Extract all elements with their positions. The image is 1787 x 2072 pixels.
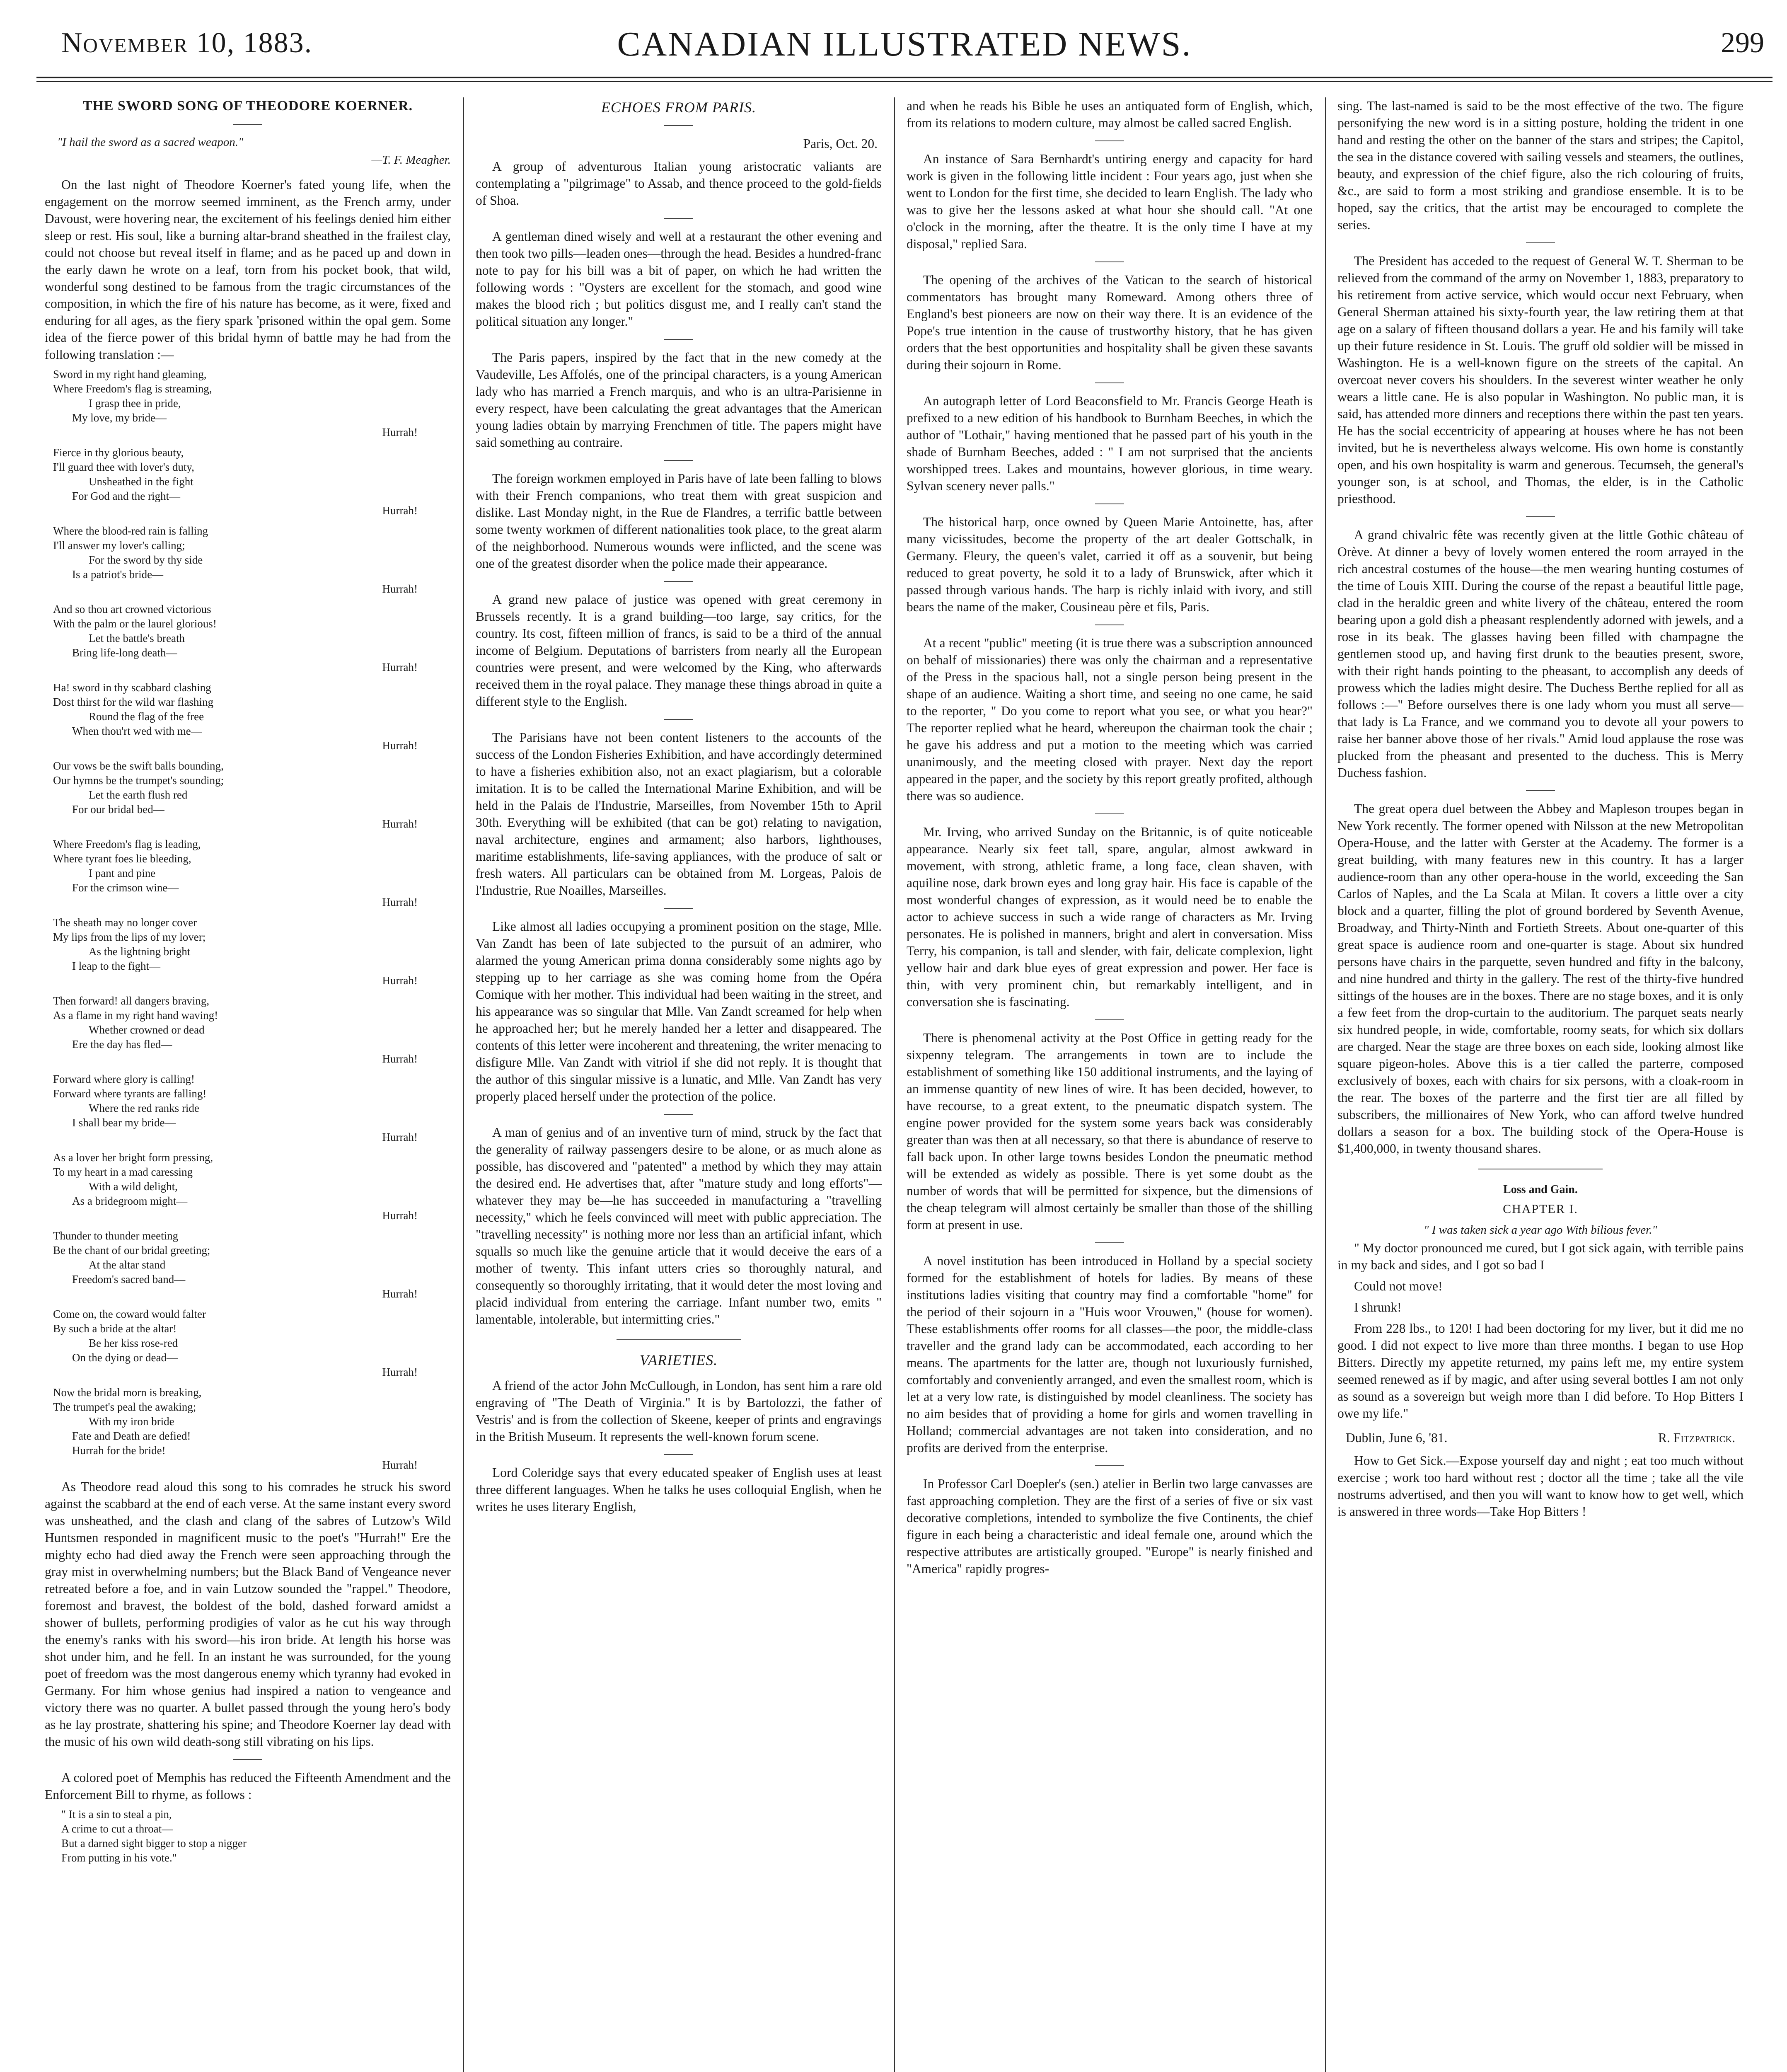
poem-line: I'll guard thee with lover's duty, bbox=[53, 461, 194, 473]
poem-line: Hurrah for the bride! bbox=[72, 1444, 166, 1457]
poem-refrain: Hurrah! bbox=[382, 426, 418, 438]
poem-line: Then forward! all dangers braving, bbox=[53, 995, 210, 1007]
poem-refrain: Hurrah! bbox=[382, 1131, 418, 1143]
separator bbox=[1526, 516, 1555, 517]
news-item: A group of adventurous Italian young aristocratic valiants are contemplating a "pilgrimage" to Assab, and thence proceed to the gold-fields of Shoa. bbox=[476, 159, 882, 208]
poem-line: Come on, the coward would falter bbox=[53, 1308, 206, 1320]
column-divider bbox=[894, 97, 895, 2072]
poem-line: Sword in my right hand gleaming, bbox=[53, 368, 207, 380]
poem-line: For the crimson wine— bbox=[72, 881, 179, 894]
verse-line: From putting in his vote." bbox=[61, 1852, 177, 1864]
poem-line: Be her kiss rose-red bbox=[89, 1337, 178, 1349]
separator bbox=[664, 339, 693, 340]
poem-stanza bbox=[53, 367, 451, 440]
column-3 bbox=[907, 97, 1313, 2072]
poem-line: Where tyrant foes lie bleeding, bbox=[53, 852, 191, 865]
poem-stanza bbox=[53, 1150, 451, 1223]
news-item: In Professor Carl Doepler's (sen.) atelier in Berlin two large canvasses are fast approaching completion. They are the first of a series of five or six vast decorative completions, intended to symbolize the five Continents, the chief figure in each being a characteristic and ideal female one, around which the respective attributes are artistically grouped. "Europe" is nearly finished and "America" rapidly progres- bbox=[907, 1477, 1313, 1576]
advertisement-epigraph: " I was taken sick a year ago With bilious fever." bbox=[1424, 1223, 1657, 1237]
separator bbox=[664, 581, 693, 582]
issue-date: November 10, 1883. bbox=[61, 27, 313, 59]
poem-line: Whether crowned or dead bbox=[89, 1024, 205, 1036]
poem-line: To my heart in a mad caressing bbox=[53, 1166, 193, 1178]
poem-line: Where Freedom's flag is leading, bbox=[53, 838, 201, 850]
news-item: A gentleman dined wisely and well at a restaurant the other evening and then took two pills—leaden ones—through the head. Besides a hundred-franc note to pay for his bill was a bit of paper, on which he had written the following words : "Oysters are excellent for the stomach, and good wine makes the blood rich ; but politics disgust me, and I really can't stand the political situation any longer." bbox=[476, 229, 882, 329]
poem-stanza bbox=[53, 1229, 451, 1301]
poem-line: By such a bride at the altar! bbox=[53, 1322, 177, 1335]
separator bbox=[233, 124, 262, 125]
poem-line: For our bridal bed— bbox=[72, 803, 164, 816]
verse-line: But a darned sight bigger to stop a nigger bbox=[61, 1837, 247, 1849]
separator bbox=[1095, 382, 1124, 383]
separator bbox=[1526, 790, 1555, 791]
separator bbox=[664, 460, 693, 461]
masthead bbox=[36, 17, 1772, 70]
poem-line: With a wild delight, bbox=[89, 1180, 178, 1193]
poem-line: For the sword by thy side bbox=[89, 554, 203, 566]
poem-line: Ha! sword in thy scabbard clashing bbox=[53, 681, 211, 694]
poem-line: I shall bear my bride— bbox=[72, 1116, 176, 1129]
poem-line: As a flame in my right hand waving! bbox=[53, 1009, 218, 1021]
news-item: A grand chivalric fête was recently given at the little Gothic château of Orève. At dinner a bevy of lovely women entered the room arrayed in the rich ancestral costumes of the house—the men wearing hunting costumes of the time of Louis XIII. During the course of the repast a beautiful little page, clad in the heraldic green and white livery of the château, entered the room bearing upon a gold dish a pheasant resplendently adorned with jewels, and a rose in its beak. The glasses having been filled with champagne the gentlemen stood up, and having first drunk to the beauties present, swore, with their right hands pointing to the pheasant, to accomplish any deeds of prowess which the ladies might desire. The Duchess Berthe replied for all as follows :—" Before ourselves there is one lady whom you must all serve—that lady is La France, and we command you to devote all your powers to raise her banner above those of her rivals." Amid loud applause the rose was plucked from the pheasant and presented to the duchess. This is Merry Duchess fashion. bbox=[1337, 528, 1743, 780]
news-item: Lord Coleridge says that every educated speaker of English uses at least three different languages. When he talks he uses colloquial English, when he writes he uses literary English, bbox=[476, 1465, 882, 1514]
news-item: The President has acceded to the request of General W. T. Sherman to be relieved from the command of the army on November 1, 1883, preparatory to his retirement from active service, which would occur next February, when General Sherman attained his sixty-fourth year, the law retiring them at that age on a salary of fifteen thousand dollars a year. He and his family will take up their future residence in St. Louis. The gruff old soldier will be missed in Washington. He is a well-known figure on the streets of the capital. An overcoat never covers his shoulders. In the severest winter weather he only wears a little cane. He is also popular in Washington. No public man, it is said, has attended more dinners and receptions there within the past ten years. He has the social eccentricity of appearing at houses where he has not been invited, but he is nevertheless always welcome. His own home is constantly open, and his own hospitality is warm and generous. Tecumseh, the general's younger son, is at school, and Thomas, the elder, is in the Catholic priesthood. bbox=[1337, 254, 1743, 506]
poem-line: Now the bridal morn is breaking, bbox=[53, 1386, 202, 1399]
poem-line: I'll answer my lover's calling; bbox=[53, 539, 185, 552]
section-heading: ECHOES FROM PARIS. bbox=[601, 99, 757, 116]
poem bbox=[53, 367, 451, 1472]
advertisement-text: How to Get Sick.—Expose yourself day and night ; eat too much without exercise ; work too hard without rest ; doctor all the time ; take all the vile nostrums advertised, and then you will want to know how to get well, which is answered in three words—Take Hop Bitters ! bbox=[1337, 1453, 1743, 1519]
poem-refrain: Hurrah! bbox=[382, 1288, 418, 1300]
news-item: An instance of Sara Bernhardt's untiring energy and capacity for hard work is given in the following little incident : Four years ago, just when she went to London for the first time, she decided to learn English. The lady who was to give her the lessons asked at what hour she should call. "At one o'clock in the morning, after the theatre. It is the only time I have at my disposal," replied Sara. bbox=[907, 152, 1313, 251]
poem-line: Ere the day has fled— bbox=[72, 1038, 172, 1051]
separator bbox=[1095, 1019, 1124, 1020]
poem-line: Forward where glory is calling! bbox=[53, 1073, 195, 1085]
article-paragraph: On the last night of Theodore Koerner's fated young life, when the engagement on the morrow seemed imminent, as the French army, under Davoust, were hovering near, the excitement of his feelings denied him either sleep or rest. His soul, like a burning altar-brand sheathed in the frailest clay, could not choose but reveal itself in flame; and as he paced up and down in the early dawn he wrote on a leaf, torn from his pocket book, that wild, wonderful song destined to be famous from the tragic circumstances of the composition, in which the fire of his nature has become, as it were, fixed and enduring for all ages, as the fiery spark 'prisoned within the opal gem. Some idea of the fierce power of this bridal hymn of battle may he had from the following translation :— bbox=[45, 177, 451, 362]
separator bbox=[664, 1114, 693, 1115]
poem-stanza bbox=[53, 994, 451, 1066]
separator bbox=[1095, 1242, 1124, 1243]
newspaper-title: CANADIAN ILLUSTRATED NEWS. bbox=[617, 25, 1192, 63]
separator bbox=[1095, 503, 1124, 504]
poem-stanza bbox=[53, 837, 451, 910]
poem-line: Freedom's sacred band— bbox=[72, 1273, 186, 1285]
poem-line: With my iron bride bbox=[89, 1415, 174, 1428]
news-item: A grand new palace of justice was opened with great ceremony in Brussels recently. It is a grand building—too large, say critics, for the country. Its cost, fifteen million of francs, is said to be a third of the annual income of Belgium. Deputations of barristers from nearly all the European countries were present, and were welcomed by the King, who afterwards received them in the royal palace. They manage these things abroad in quite a different style to the English. bbox=[476, 592, 882, 709]
poem-stanza bbox=[53, 445, 451, 518]
news-item: The historical harp, once owned by Queen Marie Antoinette, has, after many vicissitudes, become the property of the art dealer Gottschalk, in Germany. Fleury, the queen's valet, carried it off as a souvenir, but being reduced to great poverty, he sold it to a lady of Brunswick, after which it passed through various hands. The harp is richly inlaid with ivory, and still bears the name of the maker, Cousineau père et fils, Paris. bbox=[907, 515, 1313, 614]
separator bbox=[664, 719, 693, 720]
page-number: 299 bbox=[1721, 27, 1764, 59]
column-divider bbox=[1325, 97, 1326, 2072]
section-heading: VARIETIES. bbox=[639, 1352, 718, 1368]
poem-line: I leap to the fight— bbox=[72, 960, 160, 972]
poem-refrain: Hurrah! bbox=[382, 1459, 418, 1471]
poem-line: Fate and Death are defied! bbox=[72, 1430, 191, 1442]
separator bbox=[1095, 1465, 1124, 1466]
poem-refrain: Hurrah! bbox=[382, 896, 418, 908]
poem-line: Thunder to thunder meeting bbox=[53, 1230, 179, 1242]
poem-line: Round the flag of the free bbox=[89, 710, 204, 723]
column-2 bbox=[476, 97, 882, 2072]
news-item: A man of genius and of an inventive turn of mind, struck by the fact that the generality of railway passengers desire to be alone, or as much alone as possible, has discovered and "patented" a method by which they may attain the desired end. He advertises that, after "mature study and long efforts"—whatever they may be—he has succeeded in manufacturing a "travelling necessity," which he feels convinced will meet with public appreciation. The "travelling necessity" is nothing more nor less than an artificial infant, which squalls so much like the genuine article that it would deceive the ears of a mother of twenty. This infant utters cries so thoroughly natural, and consequently so thoroughly irritating, that it would deter the most loving and placid individual from entering the carriage. Infant number two, emits " lamentable, intolerable, but intermitting cries." bbox=[476, 1125, 882, 1326]
poem-refrain: Hurrah! bbox=[382, 1209, 418, 1222]
poem-line: I grasp thee in pride, bbox=[89, 397, 181, 409]
poem-line: Let the battle's breath bbox=[89, 632, 185, 644]
column-1 bbox=[45, 97, 451, 2072]
poem-line: Bring life-long death— bbox=[72, 646, 177, 659]
advertisement-text: Could not move! bbox=[1354, 1279, 1443, 1293]
advertisement-text: From 228 lbs., to 120! I had been doctoring for my liver, but it did me no good. I did not expect to live more than three months. I began to use Hop Bitters. Directly my appetite returned, my pains left me, my entire system seemed renewed as if by magic, and after using several bottles I am not only as sound as a sovereign but weigh more than I did before. To Hop Bitters I owe my life." bbox=[1337, 1321, 1743, 1421]
poem-refrain: Hurrah! bbox=[382, 974, 418, 987]
poem-line: Let the earth flush red bbox=[89, 789, 188, 801]
advertisement-text: " My doctor pronounced me cured, but I got sick again, with terrible pains in my back and sides, and I got so bad I bbox=[1337, 1241, 1743, 1272]
article-paragraph: A colored poet of Memphis has reduced the Fifteenth Amendment and the Enforcement Bill to rhyme, as follows : bbox=[45, 1770, 451, 1802]
column-4 bbox=[1337, 97, 1743, 2072]
separator bbox=[1526, 242, 1555, 243]
news-item: and when he reads his Bible he uses an antiquated form of English, which, from its relations to modern culture, may almost be called sacred English. bbox=[907, 99, 1313, 130]
poem-line: As a bridegroom might— bbox=[72, 1195, 188, 1207]
poem-line: Where Freedom's flag is streaming, bbox=[53, 382, 212, 395]
poem-line: As the lightning bright bbox=[89, 945, 191, 958]
separator bbox=[617, 1339, 741, 1340]
poem-stanza bbox=[53, 915, 451, 988]
poem-line: Where the blood-red rain is falling bbox=[53, 525, 208, 537]
news-item: The Paris papers, inspired by the fact that in the new comedy at the Vaudeville, Les Affolés, one of the principal characters, is a young American lady who has married a French marquis, and who is an ultra-Parisienne in every respect, have been calculating the great advantages that the American young ladies obtain by marrying Frenchmen of title. The papers might have said something au contraire. bbox=[476, 350, 882, 450]
separator bbox=[664, 1454, 693, 1455]
news-item: A friend of the actor John McCullough, in London, has sent him a rare old engraving of "The Death of Virginia." It is by Bartolozzi, the father of Vestris' and is from the collection of Skeene, keeper of prints and engravings in the British Museum. It represents the well-known forum scene. bbox=[476, 1378, 882, 1444]
poem-stanza bbox=[53, 680, 451, 753]
poem-stanza bbox=[53, 759, 451, 831]
poem-line: Fierce in thy glorious beauty, bbox=[53, 446, 184, 459]
poem-line: When thou'rt wed with me— bbox=[72, 725, 202, 737]
column-divider bbox=[463, 97, 464, 2072]
advertisement-chapter: CHAPTER I. bbox=[1503, 1202, 1578, 1216]
news-item: At a recent "public" meeting (it is true there was a subscription announced on behalf of missionaries) there was only the chairman and a representative of the Press in the spacious hall, not a single person being present in the shape of an audience. Waiting a short time, and seeing no one came, he said to the reporter, " Do you come to report what you see, or what you hear?" The reporter replied what he heard, whereupon the chairman took the chair ; he gave his address and put a motion to the meeting which was carried unanimously, and the meeting closed with prayer. Next day the report appeared in the paper, and the society by this report greatly profited, although there was so audience. bbox=[907, 636, 1313, 803]
poem-line: With the palm or the laurel glorious! bbox=[53, 617, 217, 630]
poem-stanza bbox=[53, 602, 451, 675]
article-paragraph: As Theodore read aloud this song to his comrades he struck his sword against the scabbard at the end of each verse. At the same instant every sword was unsheathed, and the clash and clang of the sabres of Lutzow's Wild Huntsmen responded in magnificent music to the poet's "Hurrah!" Ere the mighty echo had died away the French were seen approaching through the gray mist in overwhelming numbers; but the Black Band of Vengeance never retreated before a foe, and in vain Lutzow sounded the "rappel." Theodore, foremost and bravest, the boldest of the bold, dashed forward amidst a shower of bullets, performing prodigies of valor as he cut his way through the enemy's ranks with his sword—his iron bride. At length his horse was shot under him, and he fell. In an instant he was surrounded, for the young poet of freedom was the most dangerous enemy which tyranny had evoked in Germany. For him whose genius had inspired a nation to vengeance and victory there was no quarter. A bullet passed through the young hero's body as he lay prostrate, shattering his spine; and Theodore Koerner lay dead with the music of his own wild death-song still vibrating on his lips. bbox=[45, 1479, 451, 1749]
poem-refrain: Hurrah! bbox=[382, 739, 418, 752]
article-heading: THE SWORD SONG OF THEODORE KOERNER. bbox=[82, 98, 413, 114]
separator bbox=[233, 1759, 262, 1760]
epigraph: "I hail the sword as a sacred weapon." bbox=[57, 136, 244, 149]
poem-line: The sheath may no longer cover bbox=[53, 916, 197, 929]
poem-stanza bbox=[53, 1072, 451, 1145]
signoff-place: Dublin, June 6, '81. bbox=[1346, 1431, 1448, 1445]
poem-line: Forward where tyrants are falling! bbox=[53, 1087, 207, 1100]
poem-line: I pant and pine bbox=[89, 867, 156, 879]
poem-refrain: Hurrah! bbox=[382, 1366, 418, 1378]
masthead-rule-thin bbox=[36, 81, 1772, 82]
poem-line: My lips from the lips of my lover; bbox=[53, 931, 206, 943]
poem-refrain: Hurrah! bbox=[382, 818, 418, 830]
signoff-name: R. Fitzpatrick. bbox=[1658, 1431, 1735, 1445]
news-item: Mr. Irving, who arrived Sunday on the Britannic, is of quite noticeable appearance. Nearly six feet tall, spare, angular, almost awkward in movement, with strong, athletic frame, a long face, clean shaven, with aquiline nose, dark brown eyes and long gray hair. His face is capable of the most wonderful changes of expression, as it would need be to enable the actor to achieve success in such a wide range of characters as Mr. Irving personates. He is polished in manners, bright and alert in conversation. Miss Terry, his companion, is tall and slender, with fair, delicate complexion, light yellow hair and dark blue eyes of great expression and power. Her face is thin, with very prominent chin, but remarkably intelligent, and in conversation she is fascinating. bbox=[907, 825, 1313, 1009]
news-item: The foreign workmen employed in Paris have of late been falling to blows with their French companions, who treat them with great suspicion and dislike. Last Monday night, in the Rue de Flandres, a terrific battle between some twenty workmen of different nationalities took place, to the great alarm of the neighborhood. Numerous wounds were inflicted, and the scene was one of the greatest disorder when the police made their appearance. bbox=[476, 471, 882, 571]
poem-refrain: Hurrah! bbox=[382, 1053, 418, 1065]
news-item: The Parisians have not been content listeners to the accounts of the success of the London Fisheries Exhibition, and have accordingly determined to have a fisheries exhibition also, not an exact plagiarism, but a colorable imitation. It is to be called the International Marine Exhibition, and will be held in the Palais de l'Industrie, Marseilles, from November 15th to April 30th. Everything will be exhibited (that can be got) relating to navigation, naval architecture, engines and armament; also harbors, lighthouses, maritime establishments, life-saving appliances, with the produce of salt or fresh waters. All particulars can be obtained from M. Lorgeas, Palois de l'Industrie, Rue Noailles, Marseilles. bbox=[476, 730, 882, 898]
poem-stanza bbox=[53, 1385, 451, 1472]
poem-line: Dost thirst for the wild war flashing bbox=[53, 696, 213, 708]
separator bbox=[1095, 261, 1124, 262]
separator bbox=[1095, 813, 1124, 814]
verse-line: A crime to cut a throat— bbox=[61, 1823, 173, 1835]
news-item: The great opera duel between the Abbey and Mapleson troupes began in New York recently. The former opened with Nilsson at the new Metropolitan Opera-House, and the latter with Gerster at the Academy. The former is a great building, with many features new in this country. It has a larger audience-room than any other opera-house in the world, exceeding the San Carlos of Naples, and the La Scala at Milan. It covers a little over a city block and a quarter, filling the plot of ground bordered by Seventh Avenue, Broadway, and Thirty-Ninth and Fortieth Streets. About one-quarter of this great space is audience room and one-quarter is stage. About six hundred persons have chairs in the parquette, seven hundred and fifty in the balcony, and nine hundred and thirty in the gallery. The rest of the thirty-five hundred sittings of the houses are in the boxes. There are no stage boxes, and it is only a few feet from the drop-curtain to the auditorium. The parquet seats nearly six hundred people, in wide, comfortable, roomy seats, for which six dollars are charged. Near the stage are three boxes on each side, looking almost like square pigeon-holes. Above this is a tier called the parterre, composed exclusively of boxes, each with chairs for six persons, with a cloak-room in the rear. The boxes of the parterre and the first tier are all filled by subscribers, the millionaires of New York, who can afford twelve hundred dollars a season for a box. The building stock of the Opera-House is $1,400,000, in twenty thousand shares. bbox=[1337, 801, 1743, 1156]
poem-line: On the dying or dead— bbox=[72, 1351, 178, 1364]
dateline: Paris, Oct. 20. bbox=[803, 136, 878, 151]
poem-line: And so thou art crowned victorious bbox=[53, 603, 211, 615]
separator bbox=[664, 218, 693, 219]
poem-line: The trumpet's peal the awaking; bbox=[53, 1401, 196, 1413]
poem-line: Is a patriot's bride— bbox=[72, 568, 164, 581]
epigraph-attribution: —T. F. Meagher. bbox=[371, 153, 451, 167]
news-item: Like almost all ladies occupying a prominent position on the stage, Mlle. Van Zandt has been of late subjected to the pursuit of an admirer, who alarmed the young American prima donna considerably some nights ago by stepping up to her carriage as she was coming home from the Opéra Comique with her mother. This individual had been waiting in the street, and his appearance was so singular that Mlle. Van Zandt screamed for help when he approached her; but he merely handed her a letter and disappeared. The contents of this letter were incoherent and threatening, the writer menacing to disfigure Mlle. Van Zandt with vitriol if she did not reply. It is thought that the author of this singular missive is a lunatic, and Mlle. Van Zandt has very properly placed herself under the protection of the police. bbox=[476, 919, 882, 1104]
separator bbox=[664, 125, 693, 126]
poem-line: Our vows be the swift balls bounding, bbox=[53, 760, 224, 772]
news-item: A novel institution has been introduced in Holland by a special society formed for the establishment of hotels for ladies. By means of these institutions ladies visiting that country may find a comfortable "home" for the period of their sojourn in a "Huis woor Vrouwen," (house for women). These establishments offer rooms for all classes—the poor, the middle-class traveller and the grand lady can be accommodated, each according to her means. The apartments for the latter are, though not luxuriously furnished, comfortably and conveniently arranged, and even the smallest room, which is let at a very low rate, is distinguished by model cleanliness. The society has no aim besides that of providing a home for girls and women travelling in Holland; commercial advantages are not taken into consideration, and no profits are derived from the enterprise. bbox=[907, 1254, 1313, 1455]
poem-line: Unsheathed in the fight bbox=[89, 475, 193, 488]
advertisement-heading: Loss and Gain. bbox=[1503, 1183, 1578, 1196]
newspaper-page bbox=[36, 17, 1772, 2072]
poem-stanza bbox=[53, 1307, 451, 1380]
poem-line: Be the chant of our bridal greeting; bbox=[53, 1244, 210, 1256]
news-item: The opening of the archives of the Vatican to the search of historical commentators has brought many Romeward. Among others three of England's best pioneers are now on their way there. It is an evidence of the Pope's true intention in the cause of trustworthy history, that he has given orders that the best opportunities and hospitality shall be given these savants during their sojourn in Rome. bbox=[907, 273, 1313, 372]
poem-line: Where the red ranks ride bbox=[89, 1102, 199, 1114]
separator bbox=[664, 908, 693, 909]
separator bbox=[1095, 140, 1124, 141]
verse bbox=[61, 1807, 451, 1865]
verse-line: " It is a sin to steal a pin, bbox=[61, 1808, 172, 1820]
advertisement-signoff bbox=[1346, 1429, 1735, 1446]
news-item: There is phenomenal activity at the Post Office in getting ready for the sixpenny telegram. The arrangements in town are to include the establishment of something like 150 additional instruments, and the laying of an immense quantity of new lines of wire. It has been decided, however, to have recourse, to a great extent, to the pneumatic dispatch system. The engine power provided for the system some years back was considerably greater than was then at all necessary, so that there is abundance of reserve to fall back upon. In other large towns besides London the pneumatic method will be extended as widely as possible. There is yet some doubt as the number of words that will be permitted for sixpence, but the dimensions of the cheap telegram will almost certainly be smaller than those of the shilling form at present in use. bbox=[907, 1031, 1313, 1232]
poem-refrain: Hurrah! bbox=[382, 661, 418, 673]
poem-line: As a lover her bright form pressing, bbox=[53, 1151, 213, 1164]
advertisement-text: I shrunk! bbox=[1354, 1300, 1402, 1314]
poem-line: My love, my bride— bbox=[72, 411, 167, 424]
masthead-rule bbox=[36, 77, 1772, 78]
poem-refrain: Hurrah! bbox=[382, 583, 418, 595]
news-item: An autograph letter of Lord Beaconsfield to Mr. Francis George Heath is prefixed to a new edition of his handbook to Burnham Beeches, in which the author of "Lothair," having mentioned that he passed part of his youth in the shade of Burnham Beeches, added : " I am not surprised that the ancients worshipped trees. Lakes and mountains, however glorious, in time weary. Sylvan scenery never palls." bbox=[907, 394, 1313, 493]
poem-stanza bbox=[53, 524, 451, 596]
news-item: sing. The last-named is said to be the most effective of the two. The figure personifying the new word is in a sitting posture, holding the trident in one hand and resting the other on the banner of the stars and stripes; the Capitol, the sea in the distance covered with sailing vessels and steamers, the outlines, beauty, and expression of the chief figure, also the rich colouring of fruits, &c., are said to form a most striking and grandiose ensemble. It is to be hoped, say the critics, that the artist may be encouraged to complete the series. bbox=[1337, 99, 1743, 232]
poem-line: For God and the right— bbox=[72, 490, 180, 502]
poem-refrain: Hurrah! bbox=[382, 504, 418, 517]
poem-line: Our hymns be the trumpet's sounding; bbox=[53, 774, 224, 787]
poem-line: At the altar stand bbox=[89, 1259, 166, 1271]
